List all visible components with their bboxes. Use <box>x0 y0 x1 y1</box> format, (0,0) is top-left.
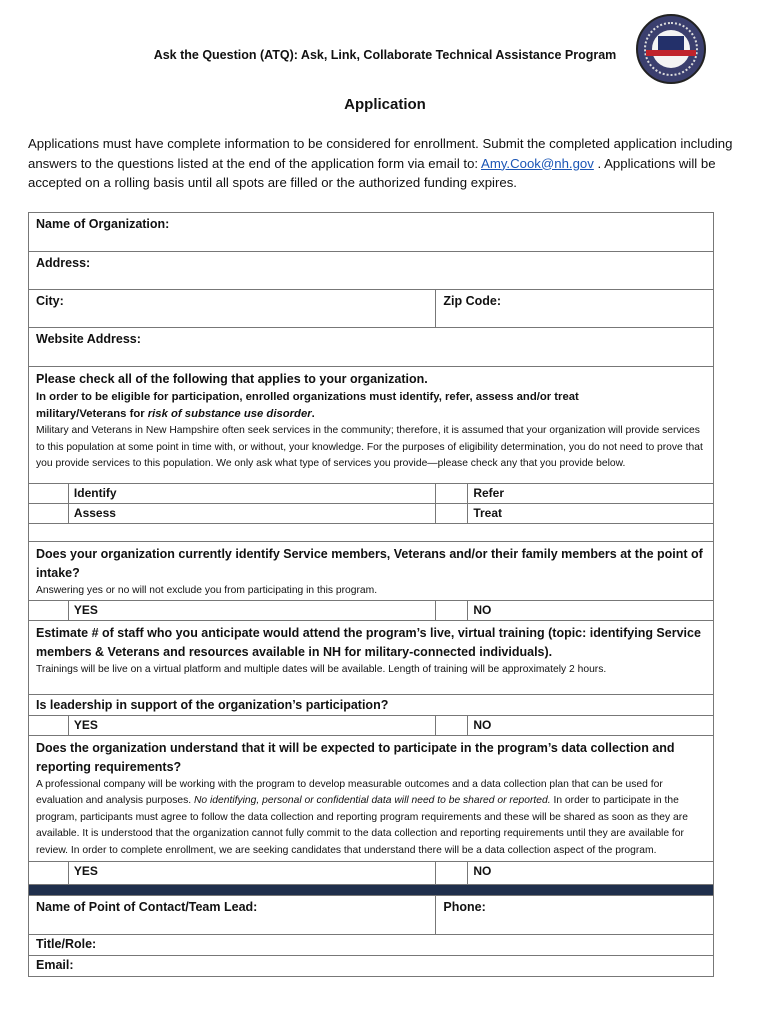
intake-yes-option: YES <box>68 600 435 620</box>
leadership-yes-checkbox[interactable] <box>29 715 69 735</box>
data-no-option: NO <box>468 861 714 884</box>
treat-option: Treat <box>468 504 714 524</box>
poc-label: Name of Point of Contact/Team Lead: <box>36 899 258 914</box>
staff-question: Estimate # of staff who you anticipate would attend the program’s live, virtual training (topic: identifying Service members & Veterans and resources available in NH for military-connected individuals). <box>36 625 701 659</box>
contact-email-label: Email: <box>36 957 74 972</box>
data-question: Does the organization understand that it will be expected to participate in the program’s data collection and reporting requirements? <box>36 740 675 774</box>
staff-question-cell[interactable] <box>29 620 714 694</box>
phone-label: Phone: <box>443 899 486 914</box>
services-eligibility: In order to be eligible for participation, enrolled organizations must identify, refer, assess and/or treat military/Veterans for risk of substance use disorder. <box>36 391 579 420</box>
intake-question-cell <box>29 542 714 601</box>
section-divider <box>29 884 714 895</box>
leadership-no-option: NO <box>468 715 714 735</box>
title-role-label: Title/Role: <box>36 936 97 951</box>
leadership-question: Is leadership in support of the organization’s participation? <box>36 697 389 712</box>
services-question-cell <box>29 367 714 484</box>
data-yes-option: YES <box>68 861 435 884</box>
assess-checkbox[interactable] <box>29 504 69 524</box>
address-label: Address: <box>36 256 91 270</box>
leadership-no-checkbox[interactable] <box>436 715 468 735</box>
services-question: Please check all of the following that applies to your organization. <box>36 372 428 386</box>
intake-note: Answering yes or no will not exclude you from participating in this program. <box>36 585 378 596</box>
state-seal-logo <box>636 14 706 84</box>
intro-text-2: . Applications will be accepted on a rolling basis until all spots are filled or the authorized funding expires. <box>28 155 716 190</box>
data-yes-checkbox[interactable] <box>29 861 69 884</box>
leadership-yes-option: YES <box>68 715 435 735</box>
staff-note: Trainings will be live on a virtual platform and multiple dates will be available. Length of training will be approximately 2 hours. <box>36 663 607 675</box>
services-note: Military and Veterans in New Hampshire often seek services in the community; therefore, it is assumed that your organization will provide services to this population at some point in time with, or without, your knowledge. For the purposes of eligibility determination, you do not need to prove that you provide services to this population. We only ask what type of services you provide—please check any that you provide below. <box>36 425 703 469</box>
website-label: Website Address: <box>36 332 141 346</box>
data-question-cell <box>29 735 714 861</box>
application-form <box>28 212 714 977</box>
data-note: A professional company will be working with the program to develop measurable outcomes and a data collection plan that can be used for evaluation and analysis purposes. No identifying, personal or confidential data will need to be shared or reported. In order to participate in the program, participants must agree to follow the data collection and reporting program requirements and these will be shared as soon as they are available. It is understood that the organization cannot fully commit to the data collection and reporting requirements until they are available for review. In order to complete enrollment, we are seeking candidates that understand there will be a data collection aspect of the program. <box>36 778 688 856</box>
org-name-field[interactable] <box>29 213 714 252</box>
title-role-field[interactable] <box>29 934 714 955</box>
treat-checkbox[interactable] <box>436 504 468 524</box>
intro-paragraph <box>28 134 738 193</box>
email-link[interactable]: Amy.Cook@nh.gov <box>481 155 594 171</box>
city-label: City: <box>36 294 64 308</box>
zip-field[interactable] <box>436 290 714 328</box>
zip-label: Zip Code: <box>443 294 502 308</box>
org-name-label: Name of Organization: <box>36 217 170 231</box>
contact-email-field[interactable] <box>29 955 714 976</box>
refer-option: Refer <box>468 484 714 504</box>
intake-no-checkbox[interactable] <box>436 600 468 620</box>
spacer-row <box>29 524 714 542</box>
data-no-checkbox[interactable] <box>436 861 468 884</box>
identify-option: Identify <box>68 484 435 504</box>
intake-no-option: NO <box>468 600 714 620</box>
header-title: Ask the Question (ATQ): Ask, Link, Collaborate Technical Assistance Program <box>153 48 617 62</box>
address-field[interactable] <box>29 252 714 290</box>
assess-option: Assess <box>68 504 435 524</box>
intro-text-1: Applications must have complete information to be considered for enrollment. Submit the completed application including answers to the questions listed at the end of the application form via email to: <box>28 136 733 171</box>
intake-yes-checkbox[interactable] <box>29 600 69 620</box>
website-field[interactable] <box>29 328 714 367</box>
intake-question: Does your organization currently identify Service members, Veterans and/or their family members at the point of intake? <box>36 547 703 580</box>
identify-checkbox[interactable] <box>29 484 69 504</box>
refer-checkbox[interactable] <box>436 484 468 504</box>
phone-field[interactable] <box>436 895 714 934</box>
leadership-question-cell <box>29 694 714 715</box>
poc-field[interactable] <box>29 895 436 934</box>
page-title: Application <box>344 96 426 113</box>
city-field[interactable] <box>29 290 436 328</box>
